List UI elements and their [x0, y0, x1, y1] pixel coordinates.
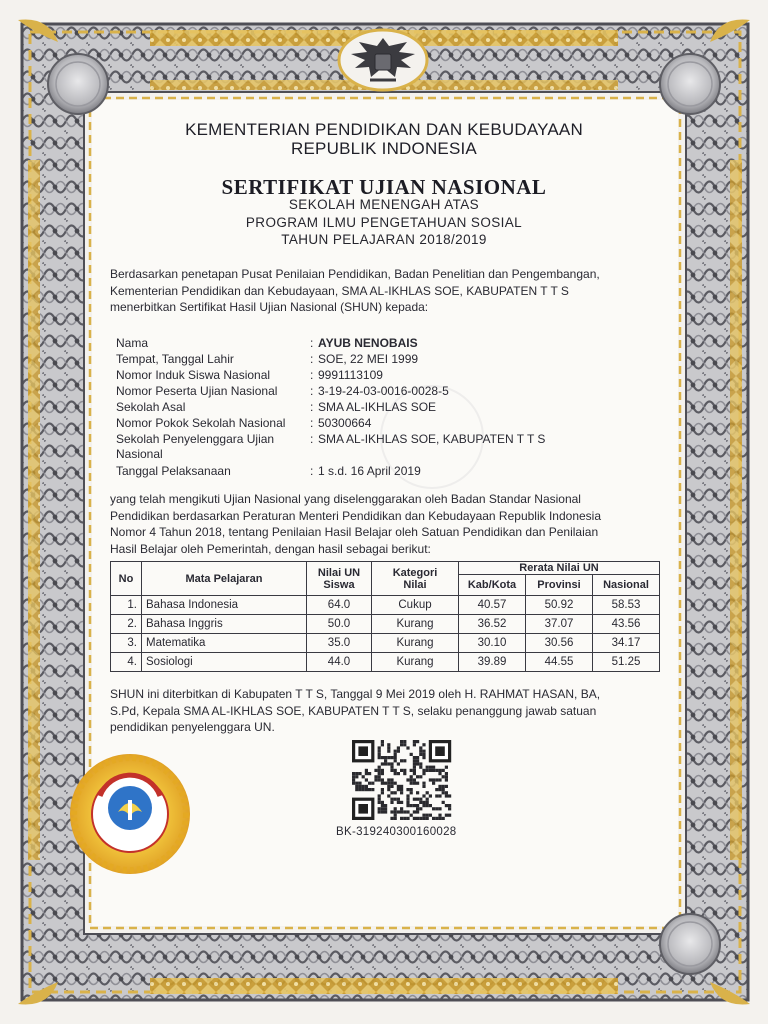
corner-medallion-top-right: [660, 54, 720, 114]
corner-medallion-top-left: [48, 54, 108, 114]
header-score: [307, 562, 372, 596]
table-row: [111, 615, 660, 634]
row-subject: Matematika: [142, 634, 307, 653]
row-score: 50.0: [307, 615, 372, 634]
field-value-birth: SOE, 22 MEI 1999: [318, 352, 419, 366]
row-category: Kurang: [372, 653, 459, 672]
row-regency: 30.10: [459, 634, 526, 653]
header-regency: Kab/Kota: [459, 575, 526, 596]
field-label: Nomor Induk Siswa Nasional: [116, 368, 271, 382]
field-colon: :: [310, 352, 314, 366]
academic-year: TAHUN PELAJARAN 2018/2019: [281, 232, 487, 247]
row-no: 1.: [111, 596, 142, 615]
field-label: Nama: [116, 336, 149, 350]
field-value-nisn: 9991113109: [318, 368, 383, 382]
field-value-exam-date: 1 s.d. 16 April 2019: [318, 464, 421, 478]
field-nisn: [116, 368, 636, 384]
ministry-header: [0, 120, 768, 158]
header-subject: Mata Pelajaran: [142, 562, 307, 596]
header-no: No: [111, 562, 142, 596]
row-national: 51.25: [593, 653, 660, 672]
field-origin-school: [116, 400, 636, 416]
header-category: [372, 562, 459, 596]
table-row: [111, 653, 660, 672]
certificate-title: SERTIFIKAT UJIAN NASIONAL: [221, 175, 547, 199]
row-category: Cukup: [372, 596, 459, 615]
row-score: 35.0: [307, 634, 372, 653]
row-province: 44.55: [526, 653, 593, 672]
school-level: SEKOLAH MENENGAH ATAS: [288, 197, 480, 212]
header-province: Provinsi: [526, 575, 593, 596]
field-colon: :: [310, 432, 314, 446]
field-value-organizer-school: SMA AL-IKHLAS SOE, KABUPATEN T T S: [318, 432, 546, 446]
field-npsn: [116, 416, 636, 432]
row-no: 4.: [111, 653, 142, 672]
closing-line: pendidikan penyelenggara UN.: [110, 720, 275, 734]
field-colon: :: [310, 336, 314, 350]
field-value-npsn: 50300664: [318, 416, 372, 430]
field-label: Nomor Peserta Ujian Nasional: [116, 384, 278, 398]
intro-line: Kementerian Pendidikan dan Kebudayaan, SMA AL-IKHLAS SOE, KABUPATEN T T S: [110, 283, 569, 298]
header-average: Rerata Nilai UN: [459, 562, 660, 575]
field-label: Sekolah Asal: [116, 400, 186, 414]
statement-paragraph: [110, 491, 660, 557]
closing-paragraph: [110, 686, 660, 736]
header-category-line: Kategori: [392, 566, 438, 579]
table-header-row: [111, 562, 660, 575]
table-row: [111, 596, 660, 615]
tut-wuri-handayani-seal-icon: [70, 754, 190, 874]
intro-paragraph: [110, 266, 660, 316]
closing-line: S.Pd, Kepala SMA AL-IKHLAS SOE, KABUPATEN T T S, selaku penanggung jawab satuan: [110, 703, 597, 718]
field-exam-date: [116, 464, 636, 480]
grades-table: [110, 561, 660, 672]
intro-line: menerbitkan Sertifikat Hasil Ujian Nasional (SHUN) kepada:: [110, 300, 429, 314]
row-category: Kurang: [372, 634, 459, 653]
field-name: [116, 336, 636, 352]
barcode-code: BK-319240300160028: [336, 826, 457, 838]
closing-line: SHUN ini diterbitkan di Kabupaten T T S, Tanggal 9 Mei 2019 oleh H. RAHMAT HASAN, BA,: [110, 687, 601, 701]
field-colon: :: [310, 400, 314, 414]
row-no: 3.: [111, 634, 142, 653]
field-colon: :: [310, 384, 314, 398]
statement-line: yang telah mengikuti Ujian Nasional yang diselenggarakan oleh Badan Standar Nasional: [110, 492, 581, 506]
header-category-line: Nilai: [403, 578, 427, 591]
row-national: 34.17: [593, 634, 660, 653]
row-national: 43.56: [593, 615, 660, 634]
program-name: PROGRAM ILMU PENGETAHUAN SOSIAL: [245, 215, 523, 230]
statement-line: Nomor 4 Tahun 2018, tentang Penilaian Hasil Belajar oleh Satuan Pendidikan dan Penilaian: [110, 525, 599, 539]
field-label: Tempat, Tanggal Lahir: [116, 352, 234, 366]
row-regency: 40.57: [459, 596, 526, 615]
qr-code-icon: [352, 740, 452, 820]
statement-line: Hasil Belajar oleh Pemerintah, dengan hasil sebagai berikut:: [110, 541, 431, 556]
field-label: Tanggal Pelaksanaan: [116, 464, 231, 478]
header-national: Nasional: [593, 575, 660, 596]
field-exam-number: [116, 384, 636, 400]
field-organizer-school: [116, 432, 636, 464]
field-label: Nomor Pokok Sekolah Nasional: [116, 416, 286, 430]
row-category: Kurang: [372, 615, 459, 634]
row-national: 58.53: [593, 596, 660, 615]
row-subject: Sosiologi: [142, 653, 307, 672]
row-subject: Bahasa Inggris: [142, 615, 307, 634]
corner-medallion-bottom-right: [660, 914, 720, 974]
row-subject: Bahasa Indonesia: [142, 596, 307, 615]
field-value-name: AYUB NENOBAIS: [318, 336, 418, 350]
row-province: 30.56: [526, 634, 593, 653]
row-score: 64.0: [307, 596, 372, 615]
field-label: Sekolah Penyelenggara Ujian Nasional: [116, 432, 275, 461]
intro-line: Berdasarkan penetapan Pusat Penilaian Pendidikan, Badan Penelitian dan Pengembangan,: [110, 267, 600, 281]
ministry-name: KEMENTERIAN PENDIDIKAN DAN KEBUDAYAAN: [185, 120, 583, 139]
row-no: 2.: [111, 615, 142, 634]
table-row: [111, 634, 660, 653]
header-score-line: Siswa: [323, 578, 355, 591]
field-colon: :: [310, 464, 314, 478]
row-province: 50.92: [526, 596, 593, 615]
field-value-origin-school: SMA AL-IKHLAS SOE: [318, 400, 437, 414]
country-name: REPUBLIK INDONESIA: [291, 139, 477, 158]
header-score-line: Nilai UN: [317, 566, 361, 579]
row-regency: 39.89: [459, 653, 526, 672]
statement-line: Pendidikan berdasarkan Peraturan Menteri Pendidikan dan Kebudayaan Republik Indonesia: [110, 508, 602, 523]
field-value-exam-number: 3-19-24-03-0016-0028-5: [318, 384, 449, 398]
garuda-emblem-icon: [339, 30, 427, 90]
field-colon: :: [310, 416, 314, 430]
row-score: 44.0: [307, 653, 372, 672]
row-province: 37.07: [526, 615, 593, 634]
field-colon: :: [310, 368, 314, 382]
field-birth: [116, 352, 636, 368]
row-regency: 36.52: [459, 615, 526, 634]
